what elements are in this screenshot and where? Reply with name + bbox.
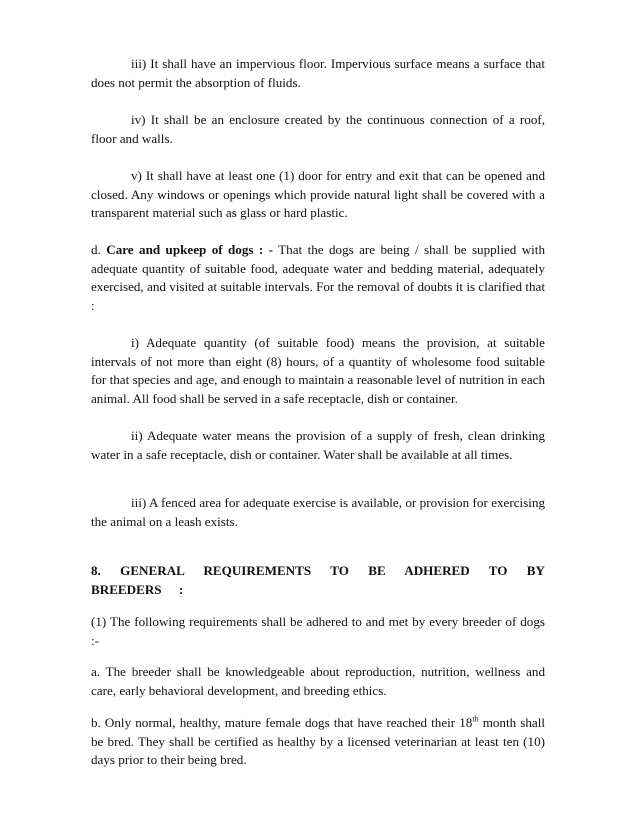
paragraph-female-dogs: b. Only normal, healthy, mature female dogs that have reached their 18th month shall be bred. They shall be certified as healthy by a licensed veterinarian at least ten (10) days prior to their being bred. [91,714,546,768]
paragraph-fenced-area: iii) A fenced area for adequate exercise is available, or provision for exercising the animal on a leash exists. [91,495,545,529]
paragraph-adequate-food: i) Adequate quantity (of suitable food) means the provision, at suitable intervals of not more than eight (8) hours, of a quantity of wholesome food suitable for that species and age, and enough to maintain a reasonable level of nutrition in each animal. All food shall be served in a safe receptacle, dish or container. [91,335,545,406]
paragraph-door: v) It shall have at least one (1) door for entry and exit that can be opened and closed. Any windows or openings which provide natural light shall be covered with a transparent material such as glass or hard plastic. [91,168,545,221]
care-upkeep-heading: Care and upkeep of dogs : - [106,242,274,257]
paragraph-enclosure: iv) It shall be an enclosure created by the continuous connection of a roof, floor and walls. [91,112,545,146]
item-label-d: d. [91,242,101,257]
paragraph-breeder-knowledge: a. The breeder shall be knowledgeable about reproduction, nutrition, wellness and care, early behavioral development, and breeding ethics. [91,664,545,698]
paragraph-adequate-water: ii) Adequate water means the provision of a supply of fresh, clean drinking water in a safe receptacle, dish or container. Water shall be available at all times. [91,428,545,462]
paragraph-care-and-upkeep: d. Care and upkeep of dogs : - That the dogs are being / shall be supplied with adequate quantity of suitable food, adequate water and bedding material, adequately exercised, and visited at suitable intervals. For the removal of doubts it is clarified that : [91,242,545,313]
paragraph-impervious-floor: iii) It shall have an impervious floor. Impervious surface means a surface that does not permit the absorption of fluids. [91,56,545,90]
section-heading-general-requirements: 8. GENERAL REQUIREMENTS TO BE ADHERED TO BY BREEDERS : [91,563,545,597]
paragraph-requirements-intro: (1) The following requirements shall be adhered to and met by every breeder of dogs :- [91,614,545,648]
ordinal-superscript: th [472,714,479,724]
